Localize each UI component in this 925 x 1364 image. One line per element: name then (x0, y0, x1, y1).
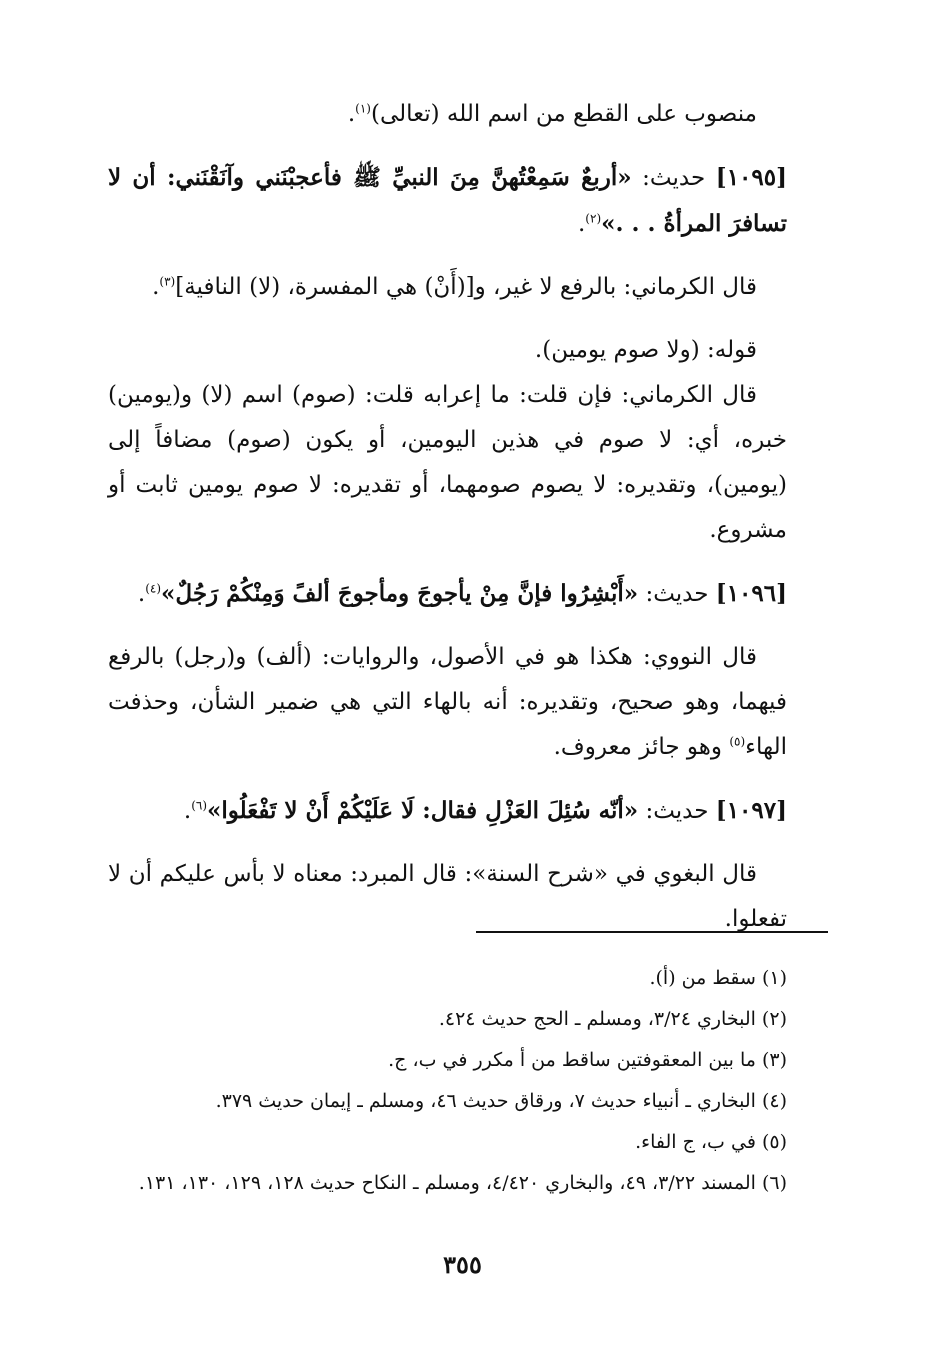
footnote-6: (٦) المسند ٣/٢٢، ٤٩، والبخاري ٤/٤٢٠، ومسلم ـ النكاح حديث ١٢٨، ١٢٩، ١٣٠، ١٣١. (138, 1172, 787, 1194)
hadith-number: [١٠٩٦] (715, 580, 787, 607)
punctuation: . (577, 211, 586, 237)
paragraph-text: قال الكرماني: بالرفع لا غير، و[(أَنْ) هي المفسرة، (لا) النافية] (175, 274, 757, 300)
footnote-4: (٤) البخاري ـ أنبياء حديث ٧، ورقاق حديث ٤٦، ومسلم ـ إيمان حديث ٣٧٩. (215, 1090, 787, 1112)
paragraph-4 (108, 328, 787, 373)
paragraph-text: قال الكرماني: فإن قلت: ما إعرابه قلت: (صوم) اسم (لا) و(يومين) خبره، أي: لا صوم في هذين اليومين، أو يكون (صوم) مضافاً إلى (يومين)، وتقديره: لا يصوم صومهما، أو تقديره: لا صوم يومين ثابت أو مشروع. (108, 382, 787, 543)
paragraph-7 (108, 635, 787, 770)
hadith-quote: «أَبْشِرُوا فإنَّ مِنْ يأجوجَ ومأجوجَ ألفً وَمِنْكُمْ رَجُلٌ» (161, 580, 639, 607)
hadith-label: حديث: (638, 581, 716, 607)
footnote-2: (٢) البخاري ٣/٢٤، ومسلم ـ الحج حديث ٤٢٤. (438, 1008, 787, 1030)
paragraph-9 (108, 852, 787, 942)
footnote-ref: (٢) (585, 211, 602, 226)
hadith-1096 (108, 571, 787, 617)
footnote-3: (٣) ما بين المعقوفتين ساقط من أ مكرر في ب، ج. (388, 1049, 787, 1071)
hadith-label: حديث: (638, 798, 716, 824)
footnote-ref: (٦) (191, 798, 208, 813)
paragraph-text: وهو جائز معروف. (553, 734, 730, 760)
hadith-number: [١٠٩٧] (715, 797, 787, 824)
paragraph-text: قوله: (ولا صوم يومين). (534, 337, 757, 363)
hadith-label: حديث: (631, 165, 716, 191)
footnote-separator (476, 931, 828, 933)
punctuation: . (347, 101, 356, 127)
hadith-1095 (108, 155, 787, 247)
punctuation: . (183, 798, 192, 824)
footnote-ref: (٤) (145, 581, 162, 596)
footnote-ref: (١) (355, 101, 371, 116)
main-text (108, 92, 787, 942)
punctuation: . (137, 581, 146, 607)
hadith-1097 (108, 788, 787, 834)
footnote-ref: (٣) (159, 274, 176, 289)
paragraph-text: منصوب على القطع من اسم الله (تعالى) (370, 101, 757, 127)
hadith-number: [١٠٩٥] (715, 164, 787, 191)
paragraph-1 (108, 92, 787, 137)
paragraph-text: قال البغوي في «شرح السنة»: قال المبرد: معناه لا بأس عليكم أن لا تفعلوا. (108, 861, 787, 932)
paragraph-text: قال النووي: هكذا هو في الأصول، والروايات: (ألف) و(رجل) بالرفع فيهما، وهو صحيح، وتقديره: أنه بالهاء التي هي ضمير الشأن، وحذفت الهاء (108, 644, 787, 760)
paragraph-3 (108, 265, 787, 310)
hadith-quote: «أنّه سُئِلَ العَزْلِ فقال: لَا عَلَيْكُمْ أَنْ لا تَفْعَلُوا» (207, 797, 639, 824)
footnote-ref: (٥) (729, 734, 746, 749)
footnote-1: (١) سقط من (أ). (649, 967, 787, 989)
footnotes (92, 958, 787, 1204)
paragraph-5 (108, 373, 787, 553)
punctuation: . (152, 274, 160, 300)
hadith-quote: «أربعٌ سَمِعْتُهنَّ مِنَ النبيِّ ﷺ فأعجبْنَني وآنَقْنَني: أن لا تسافرَ المرأةُ . . .» (108, 164, 787, 237)
page-number: ٣٥٥ (443, 1250, 482, 1279)
footnote-5: (٥) في ب، ج الفاء. (635, 1131, 787, 1153)
